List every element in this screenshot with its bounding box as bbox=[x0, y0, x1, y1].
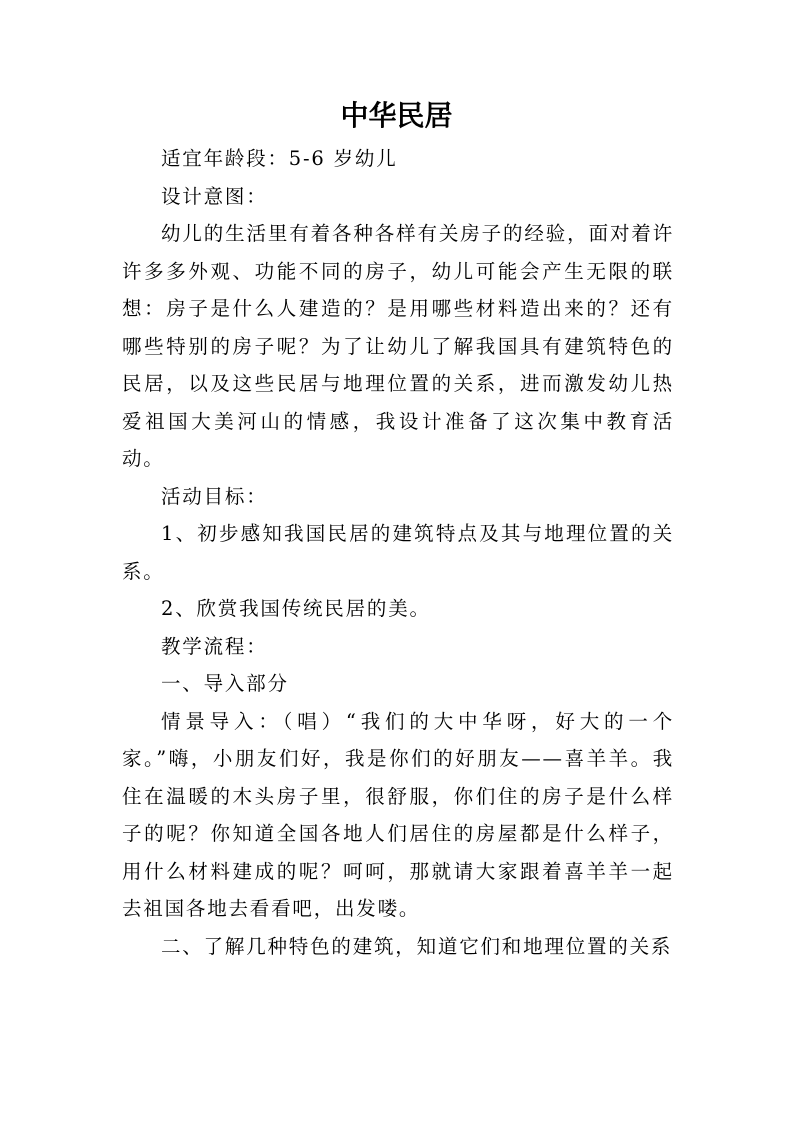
activity-goals-heading: 活动目标： bbox=[161, 484, 268, 508]
goal-item-1: 1、初步感知我国民居的建筑特点及其与地理位置的关系。 bbox=[122, 522, 674, 583]
section-heading-buildings: 二、了解几种特色的建筑，知道它们和地理位置的关系 bbox=[161, 934, 673, 958]
page-title: 中华民居 bbox=[340, 99, 453, 132]
intro-paragraph: 情景导入：（唱）“我们的大中华呀，好大的一个家。”嗨，小朋友们好，我是你们的好朋友——喜羊羊。我住在温暖的木头房子里，很舒服，你们住的房子是什么样子的呢？你知道全国各地人们居住的房屋都是什么样子，用什么材料建成的呢？呵呵，那就请大家跟着喜羊羊一起去祖国各地去看看吧，出发喽。 bbox=[122, 709, 674, 920]
section-heading-intro: 一、导入部分 bbox=[161, 672, 289, 695]
teaching-process-heading: 教学流程： bbox=[161, 634, 268, 658]
age-range-line: 适宜年龄段：5-6 岁幼儿 bbox=[161, 147, 398, 170]
document-body bbox=[122, 140, 674, 965]
design-intent-heading: 设计意图： bbox=[161, 184, 268, 208]
design-intent-paragraph: 幼儿的生活里有着各种各样有关房子的经验，面对着许许多多外观、功能不同的房子，幼儿可能会产生无限的联想：房子是什么人建造的？是用哪些材料造出来的？还有哪些特别的房子呢？为了让幼儿了解我国具有建筑特色的民居，以及这些民居与地理位置的关系，进而激发幼儿热爱祖国大美河山的情感，我设计准备了这次集中教育活动。 bbox=[122, 222, 674, 470]
goal-item-2: 2、欣赏我国传统民居的美。 bbox=[161, 597, 431, 620]
